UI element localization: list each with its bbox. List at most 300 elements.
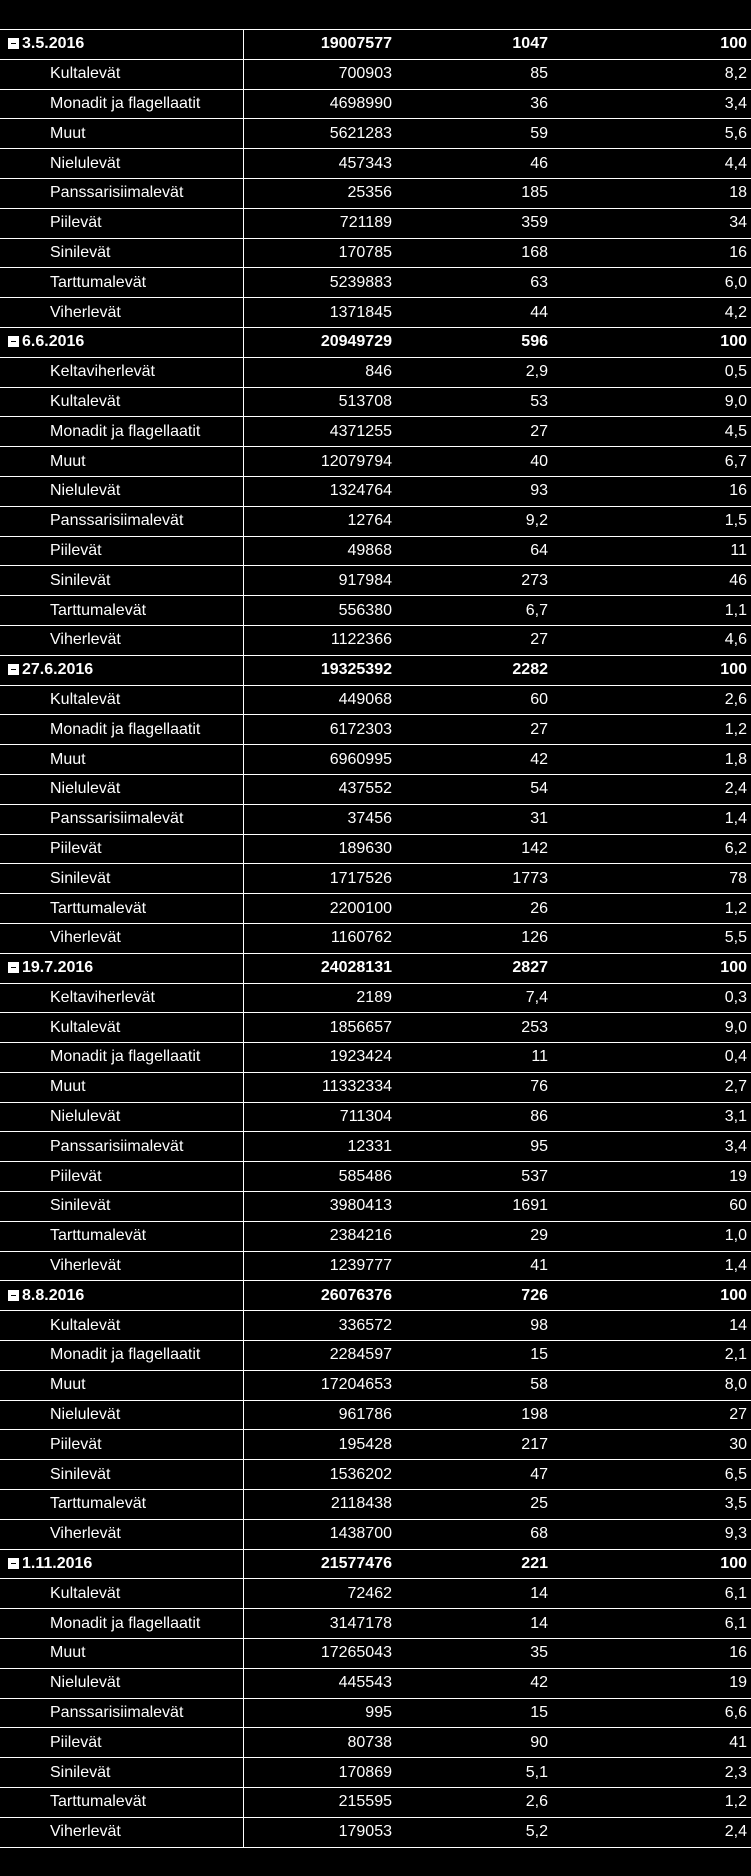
biomass-cell: 9,2 [397,506,553,536]
percent-cell: 46 [553,566,751,596]
count-cell: 556380 [243,596,397,626]
taxon-name-cell: Sinilevät [0,1460,243,1490]
group-date-cell [0,1549,243,1579]
biomass-cell: 185 [397,178,553,208]
count-cell: 179053 [243,1817,397,1847]
taxon-name-cell: Monadit ja flagellaatit [0,1609,243,1639]
biomass-cell: 53 [397,387,553,417]
table-row [0,178,751,208]
biomass-cell: 36 [397,89,553,119]
percent-cell: 9,0 [553,387,751,417]
count-cell: 1923424 [243,1043,397,1073]
pivot-table-body [0,30,751,1847]
table-row [0,685,751,715]
count-cell: 195428 [243,1430,397,1460]
table-row [0,1043,751,1073]
table-row [0,1728,751,1758]
percent-cell: 2,1 [553,1341,751,1371]
group-date-cell [0,953,243,983]
collapse-toggle-icon[interactable] [8,1558,19,1569]
table-row [0,1370,751,1400]
table-row [0,1639,751,1669]
count-cell: 37456 [243,804,397,834]
table-row [0,59,751,89]
taxon-name-cell: Nielulevät [0,476,243,506]
biomass-cell: 7,4 [397,983,553,1013]
biomass-cell: 47 [397,1460,553,1490]
taxon-name-cell: Panssarisiimalevät [0,1698,243,1728]
biomass-cell: 54 [397,774,553,804]
percent-cell: 16 [553,1639,751,1669]
table-row [0,1430,751,1460]
taxon-name-cell: Kultalevät [0,1013,243,1043]
count-cell: 721189 [243,208,397,238]
percent-cell: 18 [553,178,751,208]
percent-cell: 1,2 [553,894,751,924]
biomass-cell: 41 [397,1251,553,1281]
collapse-toggle-icon[interactable] [8,1290,19,1301]
table-row [0,149,751,179]
taxon-name-cell: Kultalevät [0,1311,243,1341]
table-row [0,1162,751,1192]
table-row [0,625,751,655]
group-date-cell [0,30,243,59]
taxon-name-cell: Viherlevät [0,298,243,328]
group-date-label: 8.8.2016 [22,1286,85,1304]
count-cell: 1122366 [243,625,397,655]
group-total-biomass: 2282 [397,655,553,685]
biomass-cell: 5,2 [397,1817,553,1847]
collapse-toggle-icon[interactable] [8,38,19,49]
table-row [0,357,751,387]
table-row [0,834,751,864]
collapse-toggle-icon[interactable] [8,336,19,347]
biomass-cell: 537 [397,1162,553,1192]
table-row [0,1460,751,1490]
percent-cell: 6,0 [553,268,751,298]
taxon-name-cell: Keltaviherlevät [0,357,243,387]
table-row [0,1698,751,1728]
taxon-name-cell: Sinilevät [0,238,243,268]
biomass-cell: 27 [397,417,553,447]
biomass-cell: 2,9 [397,357,553,387]
percent-cell: 3,1 [553,1102,751,1132]
table-row [0,1311,751,1341]
biomass-cell: 29 [397,1221,553,1251]
count-cell: 1239777 [243,1251,397,1281]
table-row [0,1579,751,1609]
count-cell: 1856657 [243,1013,397,1043]
percent-cell: 4,4 [553,149,751,179]
percent-cell: 16 [553,476,751,506]
table-row [0,715,751,745]
taxon-name-cell: Monadit ja flagellaatit [0,1043,243,1073]
biomass-cell: 68 [397,1519,553,1549]
group-date-cell [0,1281,243,1311]
taxon-name-cell: Monadit ja flagellaatit [0,1341,243,1371]
percent-cell: 1,2 [553,1788,751,1818]
biomass-cell: 2,6 [397,1788,553,1818]
taxon-name-cell: Monadit ja flagellaatit [0,89,243,119]
count-cell: 2189 [243,983,397,1013]
taxon-name-cell: Viherlevät [0,1519,243,1549]
count-cell: 170869 [243,1758,397,1788]
taxon-name-cell: Panssarisiimalevät [0,506,243,536]
count-cell: 1324764 [243,476,397,506]
percent-cell: 5,6 [553,119,751,149]
taxon-name-cell: Sinilevät [0,1192,243,1222]
table-row [0,1251,751,1281]
percent-cell: 2,4 [553,774,751,804]
percent-cell: 0,5 [553,357,751,387]
biomass-cell: 31 [397,804,553,834]
table-row [0,1102,751,1132]
group-total-count: 26076376 [243,1281,397,1311]
taxon-name-cell: Sinilevät [0,1758,243,1788]
biomass-cell: 93 [397,476,553,506]
count-cell: 1717526 [243,864,397,894]
percent-cell: 6,7 [553,447,751,477]
table-row [0,238,751,268]
taxon-name-cell: Keltaviherlevät [0,983,243,1013]
table-row [0,1788,751,1818]
count-cell: 700903 [243,59,397,89]
table-row [0,89,751,119]
biomass-cell: 15 [397,1698,553,1728]
table-row [0,1132,751,1162]
group-total-biomass: 221 [397,1549,553,1579]
percent-cell: 14 [553,1311,751,1341]
taxon-name-cell: Kultalevät [0,1579,243,1609]
biomass-cell: 26 [397,894,553,924]
percent-cell: 0,3 [553,983,751,1013]
percent-cell: 60 [553,1192,751,1222]
count-cell: 4698990 [243,89,397,119]
group-date-cell [0,327,243,357]
count-cell: 1371845 [243,298,397,328]
biomass-cell: 25 [397,1490,553,1520]
table-row [0,983,751,1013]
percent-cell: 9,0 [553,1013,751,1043]
biomass-cell: 60 [397,685,553,715]
taxon-name-cell: Piilevät [0,834,243,864]
group-row [0,327,751,357]
count-cell: 445543 [243,1668,397,1698]
percent-cell: 78 [553,864,751,894]
percent-cell: 6,6 [553,1698,751,1728]
taxon-name-cell: Muut [0,745,243,775]
table-row [0,774,751,804]
taxon-name-cell: Muut [0,1072,243,1102]
table-row [0,208,751,238]
taxon-name-cell: Muut [0,447,243,477]
taxon-name-cell: Viherlevät [0,1251,243,1281]
biomass-cell: 59 [397,119,553,149]
group-date-label: 3.5.2016 [22,35,85,53]
group-row [0,1549,751,1579]
count-cell: 49868 [243,536,397,566]
taxon-name-cell: Nielulevät [0,1400,243,1430]
percent-cell: 41 [553,1728,751,1758]
taxon-name-cell: Tarttumalevät [0,1788,243,1818]
taxon-name-cell: Nielulevät [0,774,243,804]
percent-cell: 2,7 [553,1072,751,1102]
table-row [0,1341,751,1371]
biomass-cell: 273 [397,566,553,596]
biomass-cell: 76 [397,1072,553,1102]
count-cell: 457343 [243,149,397,179]
count-cell: 995 [243,1698,397,1728]
percent-cell: 19 [553,1162,751,1192]
table-row [0,1519,751,1549]
group-date-cell [0,655,243,685]
group-total-count: 19007577 [243,30,397,59]
table-row [0,864,751,894]
taxon-name-cell: Nielulevät [0,149,243,179]
taxon-name-cell: Piilevät [0,536,243,566]
percent-cell: 0,4 [553,1043,751,1073]
taxon-name-cell: Tarttumalevät [0,1490,243,1520]
table-row [0,894,751,924]
count-cell: 72462 [243,1579,397,1609]
biomass-cell: 40 [397,447,553,477]
taxon-name-cell: Tarttumalevät [0,894,243,924]
count-cell: 513708 [243,387,397,417]
biomass-cell: 126 [397,923,553,953]
percent-cell: 4,5 [553,417,751,447]
group-date-label: 6.6.2016 [22,333,85,351]
group-row [0,1281,751,1311]
group-date-label: 1.11.2016 [22,1555,93,1573]
taxon-name-cell: Nielulevät [0,1668,243,1698]
table-row [0,1668,751,1698]
percent-cell: 6,1 [553,1579,751,1609]
biomass-cell: 58 [397,1370,553,1400]
table-row [0,476,751,506]
taxon-name-cell: Monadit ja flagellaatit [0,715,243,745]
percent-cell: 2,3 [553,1758,751,1788]
taxon-name-cell: Muut [0,1370,243,1400]
group-total-percent: 100 [553,1281,751,1311]
count-cell: 17204653 [243,1370,397,1400]
percent-cell: 1,0 [553,1221,751,1251]
count-cell: 12764 [243,506,397,536]
percent-cell: 1,1 [553,596,751,626]
biomass-cell: 42 [397,1668,553,1698]
taxon-name-cell: Tarttumalevät [0,268,243,298]
table-row [0,1013,751,1043]
taxon-name-cell: Panssarisiimalevät [0,1132,243,1162]
percent-cell: 1,4 [553,1251,751,1281]
taxon-name-cell: Piilevät [0,1728,243,1758]
percent-cell: 8,0 [553,1370,751,1400]
biomass-cell: 46 [397,149,553,179]
percent-cell: 16 [553,238,751,268]
group-total-count: 20949729 [243,327,397,357]
table-row [0,268,751,298]
biomass-cell: 6,7 [397,596,553,626]
percent-cell: 3,5 [553,1490,751,1520]
taxon-name-cell: Muut [0,1639,243,1669]
table-row [0,1221,751,1251]
taxon-name-cell: Kultalevät [0,685,243,715]
taxon-name-cell: Kultalevät [0,387,243,417]
biomass-cell: 253 [397,1013,553,1043]
group-date-label: 19.7.2016 [22,959,94,977]
count-cell: 437552 [243,774,397,804]
percent-cell: 1,8 [553,745,751,775]
taxon-name-cell: Monadit ja flagellaatit [0,417,243,447]
biomass-cell: 44 [397,298,553,328]
biomass-cell: 95 [397,1132,553,1162]
table-row [0,596,751,626]
table-row [0,506,751,536]
table-row [0,119,751,149]
table-row [0,745,751,775]
percent-cell: 6,1 [553,1609,751,1639]
count-cell: 1438700 [243,1519,397,1549]
count-cell: 449068 [243,685,397,715]
count-cell: 961786 [243,1400,397,1430]
table-row [0,1192,751,1222]
table-row [0,1758,751,1788]
count-cell: 2200100 [243,894,397,924]
group-row [0,30,751,59]
percent-cell: 4,2 [553,298,751,328]
biomass-cell: 90 [397,1728,553,1758]
percent-cell: 27 [553,1400,751,1430]
table-row [0,566,751,596]
header-bar [0,0,751,30]
count-cell: 25356 [243,178,397,208]
biomass-cell: 27 [397,715,553,745]
taxon-name-cell: Piilevät [0,1162,243,1192]
biomass-cell: 15 [397,1341,553,1371]
biomass-cell: 64 [397,536,553,566]
group-total-count: 24028131 [243,953,397,983]
count-cell: 2384216 [243,1221,397,1251]
taxon-name-cell: Kultalevät [0,59,243,89]
count-cell: 711304 [243,1102,397,1132]
table-row [0,417,751,447]
biomass-cell: 142 [397,834,553,864]
biomass-cell: 35 [397,1639,553,1669]
group-total-count: 19325392 [243,655,397,685]
group-total-percent: 100 [553,655,751,685]
biomass-cell: 86 [397,1102,553,1132]
percent-cell: 4,6 [553,625,751,655]
group-total-biomass: 726 [397,1281,553,1311]
biomass-cell: 5,1 [397,1758,553,1788]
taxon-name-cell: Viherlevät [0,1817,243,1847]
table-row [0,536,751,566]
count-cell: 6172303 [243,715,397,745]
percent-cell: 6,5 [553,1460,751,1490]
group-row [0,655,751,685]
group-date-label: 27.6.2016 [22,661,94,679]
biomass-cell: 42 [397,745,553,775]
table-row [0,1609,751,1639]
percent-cell: 8,2 [553,59,751,89]
group-total-biomass: 596 [397,327,553,357]
table-row [0,447,751,477]
collapse-toggle-icon[interactable] [8,962,19,973]
biomass-cell: 359 [397,208,553,238]
count-cell: 12331 [243,1132,397,1162]
percent-cell: 2,4 [553,1817,751,1847]
group-total-biomass: 2827 [397,953,553,983]
group-total-percent: 100 [553,953,751,983]
table-row [0,298,751,328]
percent-cell: 2,6 [553,685,751,715]
percent-cell: 5,5 [553,923,751,953]
count-cell: 3147178 [243,1609,397,1639]
percent-cell: 3,4 [553,1132,751,1162]
biomass-cell: 1773 [397,864,553,894]
biomass-cell: 63 [397,268,553,298]
count-cell: 846 [243,357,397,387]
group-total-percent: 100 [553,30,751,59]
group-total-percent: 100 [553,1549,751,1579]
biomass-cell: 14 [397,1609,553,1639]
group-total-count: 21577476 [243,1549,397,1579]
count-cell: 2284597 [243,1341,397,1371]
collapse-toggle-icon[interactable] [8,664,19,675]
biomass-cell: 1691 [397,1192,553,1222]
count-cell: 5621283 [243,119,397,149]
percent-cell: 3,4 [553,89,751,119]
table-row [0,923,751,953]
group-row [0,953,751,983]
percent-cell: 1,5 [553,506,751,536]
count-cell: 80738 [243,1728,397,1758]
taxon-name-cell: Panssarisiimalevät [0,178,243,208]
taxon-name-cell: Piilevät [0,208,243,238]
taxon-name-cell: Nielulevät [0,1102,243,1132]
biomass-cell: 168 [397,238,553,268]
biomass-cell: 14 [397,1579,553,1609]
count-cell: 170785 [243,238,397,268]
group-total-percent: 100 [553,327,751,357]
count-cell: 917984 [243,566,397,596]
count-cell: 215595 [243,1788,397,1818]
biomass-cell: 198 [397,1400,553,1430]
table-row [0,1072,751,1102]
count-cell: 585486 [243,1162,397,1192]
percent-cell: 34 [553,208,751,238]
percent-cell: 30 [553,1430,751,1460]
taxon-name-cell: Panssarisiimalevät [0,804,243,834]
taxon-name-cell: Piilevät [0,1430,243,1460]
biomass-cell: 217 [397,1430,553,1460]
table-row [0,1490,751,1520]
percent-cell: 11 [553,536,751,566]
taxon-name-cell: Sinilevät [0,566,243,596]
percent-cell: 1,2 [553,715,751,745]
taxon-name-cell: Tarttumalevät [0,596,243,626]
table-row [0,804,751,834]
percent-cell: 1,4 [553,804,751,834]
count-cell: 336572 [243,1311,397,1341]
count-cell: 4371255 [243,417,397,447]
taxon-name-cell: Viherlevät [0,625,243,655]
count-cell: 11332334 [243,1072,397,1102]
pivot-table [0,30,751,1848]
count-cell: 17265043 [243,1639,397,1669]
count-cell: 5239883 [243,268,397,298]
percent-cell: 9,3 [553,1519,751,1549]
table-row [0,1817,751,1847]
